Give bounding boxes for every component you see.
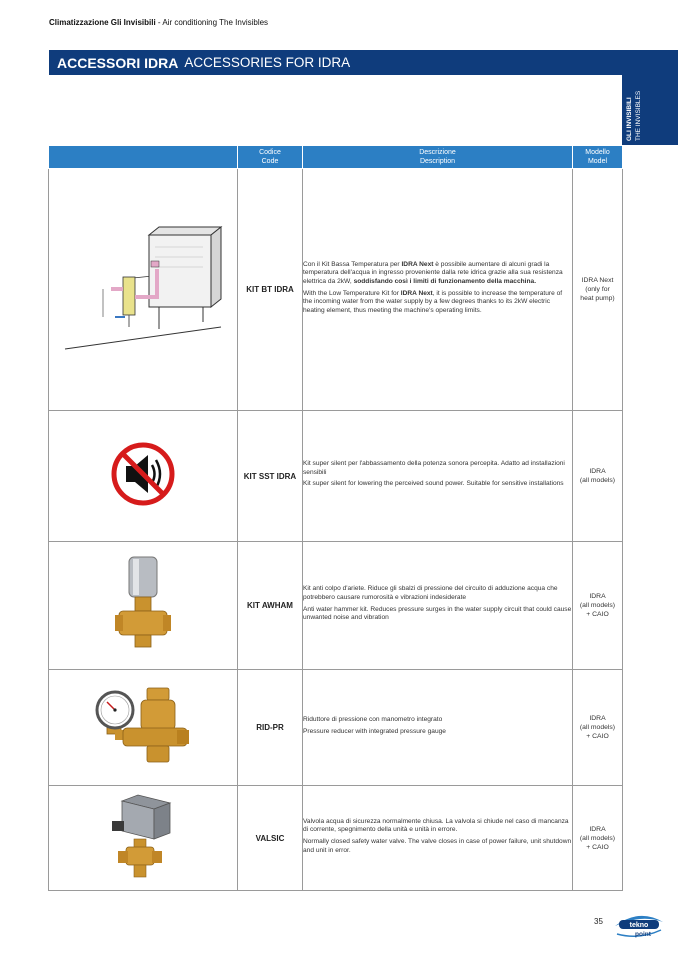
product-description	[303, 786, 573, 891]
model-line: (all models)	[579, 834, 616, 842]
description-italian: Kit super silent per l'abbassamento della potenza sonora percepita. Adatto ad installazioni sensibili	[303, 460, 565, 476]
table-row	[49, 670, 623, 786]
model-line: (all models)	[579, 602, 616, 609]
breadcrumb-subtitle: - Air conditioning The Invisibles	[155, 18, 269, 27]
desc-it-text: Con il Kit Bassa Temperatura per	[303, 260, 402, 268]
code-header-it: Codice	[259, 149, 281, 156]
image-column-header	[49, 146, 238, 169]
safety-valve-illustration	[108, 791, 178, 881]
product-code: KIT SST IDRA	[238, 411, 303, 542]
desc-it-product-name: IDRA Next	[401, 260, 434, 268]
desc-it-text-2: è possibile aumentare di alcuni gradi la temperatura dell'acqua in ingresso proveniente dalla rete idrica grazie alla sua resistenza elettrica da 2kW,	[303, 260, 563, 285]
table-row	[49, 542, 623, 670]
product-description	[303, 670, 573, 786]
kit-awham-image	[49, 542, 238, 670]
model-header-en: Model	[587, 158, 608, 165]
model-column-header	[573, 146, 623, 169]
description-english: Kit super silent for lowering the perceived sound power. Suitable for sensitive installations	[303, 480, 564, 488]
logo-bottom-text: point	[635, 931, 651, 938]
model-line: heat pump)	[580, 295, 615, 302]
model-header-it: Modello	[585, 149, 610, 156]
model-line: IDRA	[589, 715, 606, 722]
model-line: + CAIO	[586, 843, 609, 851]
product-description	[303, 411, 573, 542]
model-line: + CAIO	[586, 611, 609, 618]
model-line: IDRA	[589, 468, 606, 475]
description-column-header	[303, 146, 573, 169]
mute-icon	[110, 441, 176, 507]
code-column-header	[238, 146, 303, 169]
description-italian: Kit anti colpo d'ariete. Riduce gli sbalzi di pressione del circuito di adduzione acqua che potrebbero causare rumorosità e vibrazioni indesiderate	[303, 585, 558, 601]
desc-en-product-name: IDRA Next	[400, 289, 433, 297]
table-header-row	[49, 146, 623, 169]
water-hammer-arrestor-illustration	[113, 553, 173, 653]
table-row	[49, 786, 623, 891]
model-line: + CAIO	[586, 733, 609, 740]
kit-bt-idra-image	[49, 169, 238, 411]
section-side-tab	[622, 75, 678, 145]
product-code: KIT AWHAM	[238, 542, 303, 670]
model-line: IDRA	[589, 825, 606, 833]
accessories-table	[48, 145, 623, 891]
valsic-image	[49, 786, 238, 891]
description-english: Anti water hammer kit. Reduces pressure surges in the water supply circuit that could cause unwanted noise and vibration	[303, 605, 572, 622]
description-italian: Valvola acqua di sicurezza normalmente chiusa. La valvola si chiude nel caso di mancanza di corrente, spegnimento della unità e unità in errore.	[303, 817, 569, 834]
description-english: Pressure reducer with integrated pressure gauge	[303, 727, 446, 735]
page-number: 35	[594, 917, 603, 926]
kit-sst-idra-image	[49, 411, 238, 542]
description-header-en: Description	[419, 158, 455, 165]
breadcrumb-section: Climatizzazione Gli Invisibili	[49, 18, 156, 27]
side-tab-title: GLI INVISIBILI	[626, 97, 633, 141]
desc-it-highlight: soddisfando così i limiti di funzionamento della macchina.	[353, 277, 537, 285]
side-tab-subtitle: THE INVISIBLES	[634, 90, 642, 141]
description-italian: Riduttore di pressione con manometro integrato	[303, 715, 443, 723]
page-title-english: ACCESSORIES FOR IDRA	[184, 55, 351, 70]
description-english: Normally closed safety water valve. The valve closes in case of power failure, unit shutdown and unit in error.	[303, 838, 572, 854]
pressure-reducer-with-gauge-illustration	[93, 680, 193, 770]
model-line: (only for	[585, 286, 610, 293]
page-title-bar	[49, 50, 678, 75]
model-line: IDRA Next	[581, 277, 614, 284]
product-description	[303, 169, 573, 411]
code-header-en: Code	[261, 158, 279, 165]
description-english	[303, 290, 572, 316]
compatible-model	[573, 169, 623, 411]
table-row	[49, 411, 623, 542]
product-code: VALSIC	[238, 786, 303, 891]
model-line: IDRA	[589, 593, 606, 600]
compatible-model	[573, 542, 623, 670]
rid-pr-image	[49, 670, 238, 786]
desc-en-text-2: , it is possible to increase the temperature of the incoming water from the water supply by a few degrees thanks to its 2kW electric heating element, thus meeting the machine's operating limits.	[303, 289, 563, 314]
model-line: (all models)	[579, 724, 616, 731]
tekno-point-logo	[613, 912, 665, 938]
product-code: KIT BT IDRA	[238, 169, 303, 411]
product-code: RID-PR	[238, 670, 303, 786]
compatible-model	[573, 786, 623, 891]
breadcrumb	[49, 18, 268, 27]
description-italian	[303, 261, 572, 287]
description-header-it: Descrizione	[419, 149, 456, 156]
logo-top-text: tekno	[629, 922, 649, 929]
product-description	[303, 542, 573, 670]
page-title: ACCESSORI IDRA	[57, 54, 179, 71]
desc-en-text: With the Low Temperature Kit for	[303, 289, 401, 297]
heat-pump-installation-illustration	[63, 217, 223, 357]
compatible-model	[573, 670, 623, 786]
table-row	[49, 169, 623, 411]
model-line: (all models)	[579, 477, 616, 484]
compatible-model	[573, 411, 623, 542]
